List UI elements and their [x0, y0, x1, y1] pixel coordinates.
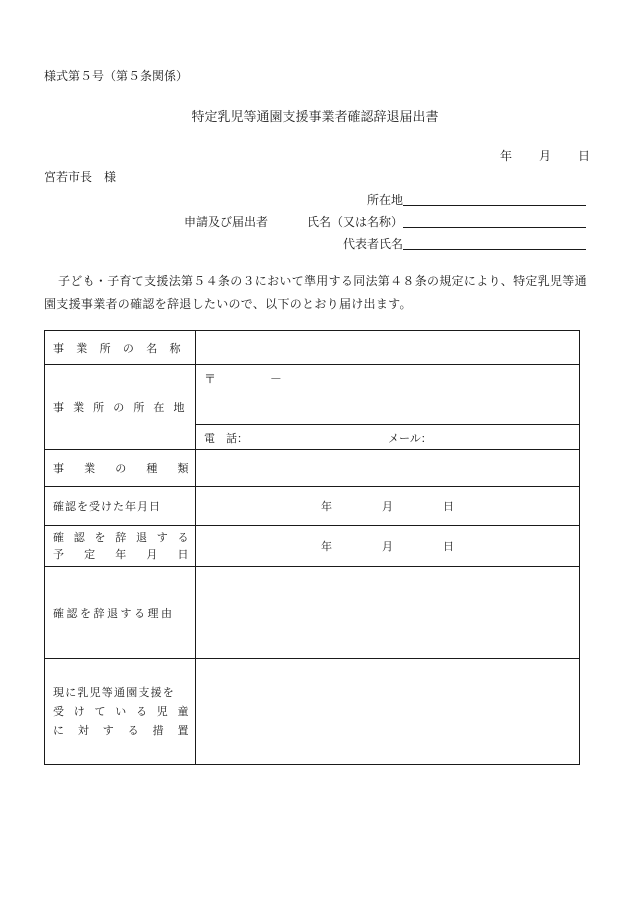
table-row [45, 567, 580, 659]
addressee: 宮若市長 様 [44, 170, 117, 184]
table-row [45, 659, 580, 765]
confirmed-date-field[interactable] [196, 487, 580, 526]
confirmed-year-label: 年 [321, 500, 332, 513]
table-row [45, 526, 580, 567]
applicant-role-label: 申請及び届出者 [184, 215, 269, 229]
table-row [45, 487, 580, 526]
office-address-field[interactable] [196, 365, 580, 425]
representative-label: 代表者氏名 [342, 237, 403, 251]
name-label: 氏名（又は名称） [306, 215, 403, 229]
withdrawal-day-label: 日 [443, 540, 454, 553]
withdrawal-form-table [44, 330, 580, 765]
submission-date [500, 147, 590, 164]
office-contact-field[interactable] [196, 425, 580, 450]
child-measures-label: 現に乳児等通園支援を 受 け て い る 児 童 に 対 す る 措 置 [45, 659, 196, 765]
withdrawal-reason-label: 確認を辞退する理由 [45, 567, 196, 659]
date-month-label: 月 [538, 149, 551, 163]
office-address-label: 事 業 所 の 所 在 地 [45, 365, 196, 450]
withdrawal-date-label: 確 認 を 辞 退 す る 予 定 年 月 日 [45, 526, 196, 567]
business-type-field[interactable] [196, 450, 580, 487]
postal-mark: 〒 [204, 372, 217, 386]
form-number: 様式第５号（第５条関係） [44, 69, 189, 83]
confirmed-day-label: 日 [443, 500, 454, 513]
name-field[interactable] [403, 213, 586, 228]
representative-field[interactable] [403, 235, 586, 250]
office-name-label: 事 業 所 の 名 称 [45, 331, 196, 365]
table-row [45, 450, 580, 487]
address-field[interactable] [403, 191, 586, 206]
withdrawal-year-label: 年 [321, 540, 332, 553]
table-row [45, 331, 580, 365]
address-label: 所在地 [366, 193, 403, 207]
child-measures-field[interactable] [196, 659, 580, 765]
withdrawal-date-field[interactable] [196, 526, 580, 567]
withdrawal-reason-field[interactable] [196, 567, 580, 659]
confirmed-month-label: 月 [382, 500, 393, 513]
business-type-label: 事 業 の 種 類 [45, 450, 196, 487]
confirmed-date-label: 確認を受けた年月日 [45, 487, 196, 526]
postal-dash: － [269, 372, 282, 386]
withdrawal-month-label: 月 [382, 540, 393, 553]
date-day-label: 日 [577, 149, 590, 163]
email-label: メール： [388, 432, 432, 445]
office-name-field[interactable] [196, 331, 580, 365]
body-text: 子ども・子育て支援法第５４条の３において準用する同法第４８条の規定により、特定乳児等通園支援事業者の確認を辞退したいので、以下のとおり届け出ます。 [44, 274, 587, 311]
document-title: 特定乳児等通園支援事業者確認辞退届出書 [191, 110, 439, 125]
date-year-label: 年 [500, 149, 513, 163]
phone-label: 電 話： [204, 432, 248, 445]
table-row [45, 365, 580, 425]
